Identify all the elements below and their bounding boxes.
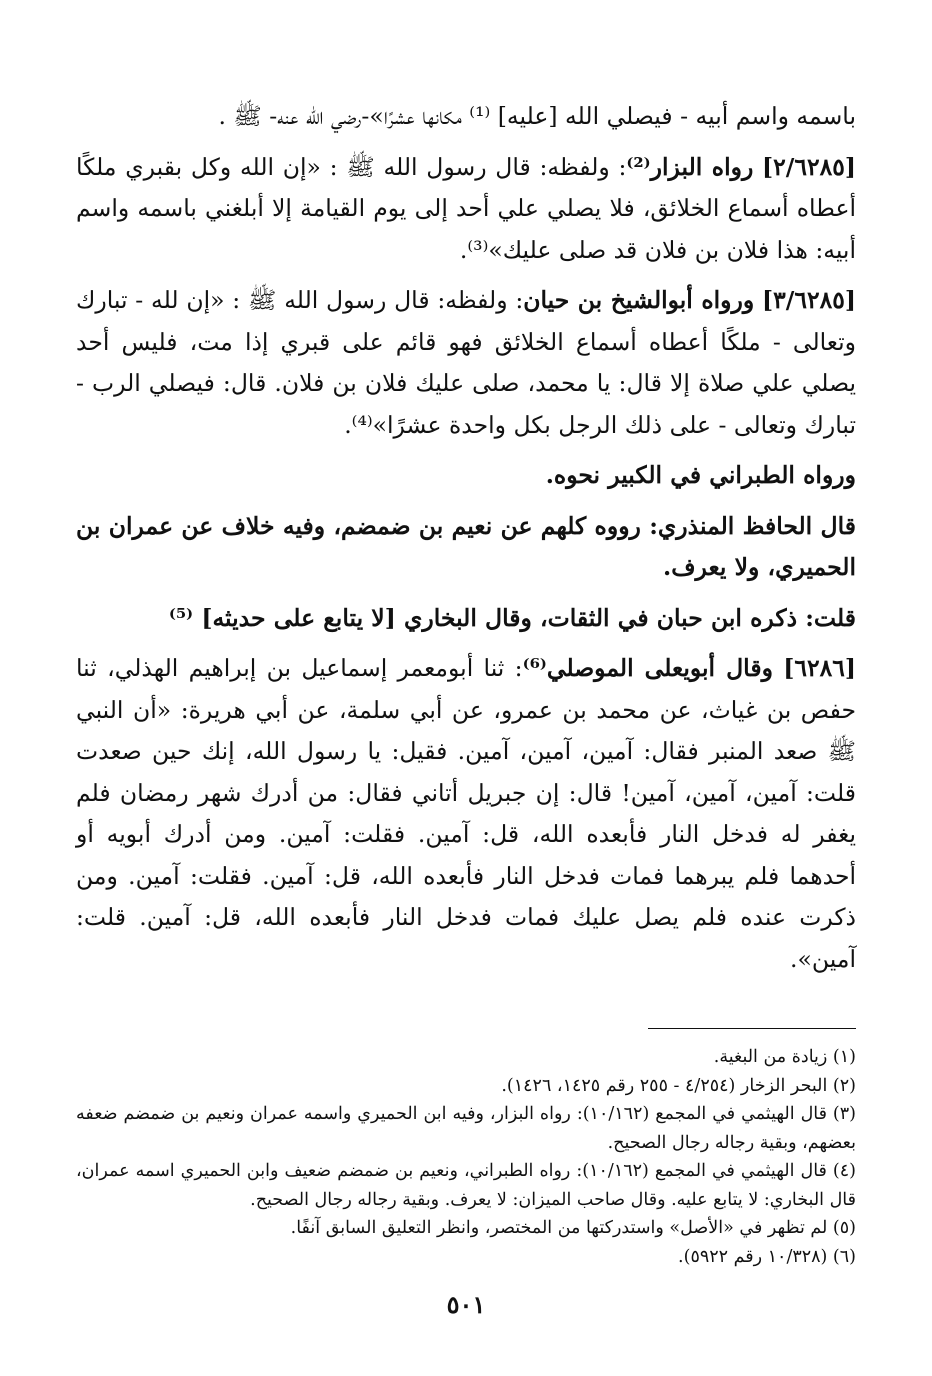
- paragraph-7: [76, 648, 856, 980]
- footnote-divider: [648, 1028, 856, 1029]
- paragraph-lead: ورواه أبوالشيخ بن حيان: [523, 286, 755, 314]
- paragraph-2: [76, 147, 856, 272]
- footnote-5: (٥) لم تظهر في «الأصل» واستدركتها من المختصر، وانظر التعليق السابق آنفًا.: [290, 1218, 856, 1238]
- paragraph-5: [76, 506, 856, 589]
- paragraph-lead: وقال أبويعلى الموصلي⁽⁶⁾: [522, 654, 773, 682]
- paragraph-lead: رواه البزار⁽²⁾: [626, 152, 754, 181]
- paragraph-text: : ولفظه: قال رسول الله ﷺ : «إن الله وكل بقبري ملكًا أعطاه أسماع الخلائق، فلا يصلي علي أحد إلى يوم القيامة إلا أبلغني باسمه واسم أبيه: هذا فلان بن فلان قد صلى عليك»⁽³⁾.: [76, 152, 856, 264]
- paragraph-lead: قلت: ذكره ابن حبان في الثقات، وقال البخاري [لا يتابع على حديثه] ⁽⁵⁾: [168, 603, 856, 632]
- paragraph-lead: ورواه الطبراني في الكبير نحوه.: [545, 461, 856, 489]
- hadith-ref: [٢/٦٢٨٥]: [762, 152, 856, 181]
- footnote-2: (٢) البحر الزخار (٤/٢٥٤ - ٢٥٥ رقم ١٤٢٥، ١٤٢٦).: [501, 1075, 856, 1096]
- paragraph-3: [76, 280, 856, 446]
- paragraph-lead: قال الحافظ المنذري: رووه كلهم عن نعيم بن ضمضم، وفيه خلاف عن عمران بن الحميري، ولا يعرف.: [76, 511, 856, 581]
- paragraph-text: : ولفظه: قال رسول الله ﷺ : «إن لله - تبارك وتعالى - ملكًا أعطاه أسماع الخلائق فهو قائم على قبري إذا مت، فليس أحد يصلي علي صلاة إلا قال: يا محمد، صلى عليك فلان بن فلان. قال: فيصلي الرب - تبارك وتعالى - على ذلك الرجل بكل واحدة عشرًا»⁽⁴⁾.: [76, 286, 856, 439]
- footnotes: [76, 1043, 856, 1271]
- footnote-1: (١) زيادة من البغية.: [713, 1047, 856, 1067]
- footnote-3: (٣) قال الهيثمي في المجمع (١٠/١٦٢): رواه البزار، وفيه ابن الحميري واسمه عمران ونعيم بن ضمضم ضعفه بعضهم، وبقية رجاله رجال الصحيح.: [76, 1104, 856, 1153]
- footnote-6: (٦) (١٠/٣٢٨ رقم ٥٩٢٢).: [678, 1246, 856, 1267]
- paragraph-text: باسمه واسم أبيه - فيصلي الله [عليه] ⁽¹⁾ مكانها عشرًا»-رضي الله عنه- ﷺ .: [218, 102, 856, 130]
- footnote-4: (٤) قال الهيثمي في المجمع (١٠/١٦٢): رواه الطبراني، ونعيم بن ضمضم ضعيف وابن الحميري اسمه عمران، قال البخاري: لا يتابع عليه. وقال صاحب الميزان: لا يعرف. وبقية رجاله رجال الصحيح.: [76, 1161, 856, 1210]
- main-text: [76, 96, 856, 980]
- paragraph-6: [76, 598, 856, 640]
- hadith-ref: [٦٢٨٦]: [783, 654, 856, 682]
- hadith-ref: [٣/٦٢٨٥]: [762, 286, 856, 314]
- page-number: ٥٠١: [446, 1290, 486, 1319]
- paragraph-4: [76, 455, 856, 497]
- paragraph-text: : ثنا أبومعمر إسماعيل بن إبراهيم الهذلي، ثنا حفص بن غياث، عن محمد بن عمرو، عن أبي سلمة، عن أبي هريرة: «أن النبي ﷺ صعد المنبر فقال: آمين، آمين، آمين. فقيل: يا رسول الله، إنك حين صعدت قلت: آمين، آمين، آمين! قال: إن جبريل أتاني فقال: من أدرك شهر رمضان فلم يغفر له فدخل النار فأبعده الله، قل: آمين. فقلت: آمين. ومن أدرك أبويه أو أحدهما فلم يبرهما فمات فدخل النار فأبعده الله، قل: آمين. فقلت: آمين. ومن ذكرت عنده فلم يصل عليك فمات فدخل النار فأبعده الله، قل: آمين. قلت: آمين».: [76, 654, 856, 973]
- paragraph-1: [76, 96, 856, 138]
